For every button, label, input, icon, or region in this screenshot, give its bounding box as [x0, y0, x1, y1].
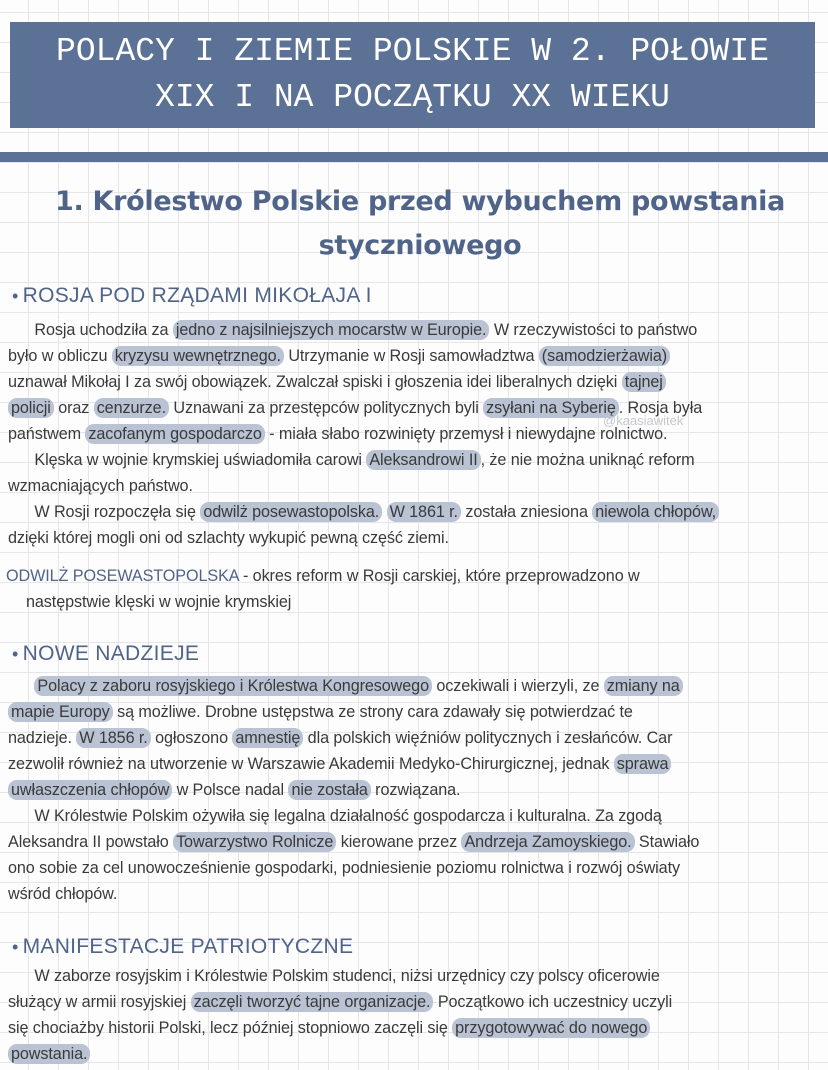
text-segment: kierowane przez	[336, 833, 462, 851]
bullet-icon: •	[12, 286, 19, 306]
text-segment: zezwolił również na utworzenie w Warszawie Akademii Medyko-Chirurgicznej, jednak	[8, 755, 614, 773]
highlighted-phrase: W 1861 r.	[387, 502, 461, 522]
section-body-nadzieje	[8, 673, 823, 907]
bullet-icon: •	[12, 937, 19, 957]
text-segment: było w obliczu	[8, 347, 112, 365]
definition-text: - okres reform w Rosji carskiej, które przeprowadzono w	[238, 567, 640, 585]
text-line	[8, 525, 823, 551]
section-heading-text: ROSJA POD RZĄDAMI MIKOŁAJA I	[22, 284, 372, 307]
text-line	[8, 317, 823, 343]
highlighted-phrase: policji	[8, 398, 54, 418]
text-segment: . Rosja była	[618, 399, 703, 417]
highlighted-phrase: (samodzierżawia)	[539, 346, 670, 366]
chapter-title-line-2: styczniowego	[318, 230, 522, 261]
text-segment: Klęska w wojnie krymskiej uświadomiła carowi	[8, 451, 367, 469]
text-segment: nadzieje.	[8, 729, 77, 747]
text-line	[8, 829, 823, 855]
page-title-line-2: XIX I NA POCZĄTKU XX WIEKU	[155, 79, 670, 116]
text-line	[8, 1015, 823, 1041]
text-segment: się chociażby historii Polski, lecz później stopniowo zaczęli się	[8, 1019, 453, 1037]
definition-term: ODWILŻ POSEWASTOPOLSKA	[6, 567, 239, 585]
text-segment: w Polsce nadal	[172, 781, 289, 799]
text-segment: Utrzymanie w Rosji samowładztwa	[283, 347, 539, 365]
highlighted-phrase: Polacy z zaboru rosyjskiego i Królestwa Kongresowego	[34, 676, 432, 696]
divider-stripe	[0, 152, 828, 162]
highlighted-phrase: odwilż posewastopolska.	[200, 502, 382, 522]
text-segment: Stawiało	[634, 833, 700, 851]
text-segment	[382, 503, 386, 521]
section-heading-text: MANIFESTACJE PATRIOTYCZNE	[22, 935, 354, 958]
highlighted-phrase: przygotowywać do nowego	[452, 1018, 650, 1038]
definition-box	[6, 563, 821, 615]
text-segment: ono sobie za cel unowocześnienie gospodarki, podniesienie poziomu rolnictwa i rozwój oświaty	[8, 859, 680, 877]
section-heading-manifestacje	[12, 935, 353, 959]
highlighted-phrase: cenzurze.	[94, 398, 169, 418]
text-line	[8, 1041, 823, 1067]
section-body-manifestacje	[8, 963, 823, 1067]
section-heading-nadzieje	[12, 642, 199, 666]
text-segment: W rzeczywistości to państwo	[489, 321, 698, 339]
text-line	[8, 699, 823, 725]
bullet-icon: •	[12, 644, 19, 664]
text-line	[8, 855, 823, 881]
text-segment: , że nie można uniknąć reform	[480, 451, 695, 469]
text-segment: - miała słabo rozwinięty przemysł i niewydajne rolnictwo.	[264, 425, 668, 443]
highlighted-phrase: kryzysu wewnętrznego.	[112, 346, 284, 366]
text-segment: Rosja uchodziła za	[8, 321, 173, 339]
text-segment: wśród chłopów.	[8, 885, 118, 903]
text-line	[8, 963, 823, 989]
highlighted-phrase: Aleksandrowi II	[366, 450, 480, 470]
text-segment: W Królestwie Polskim ożywiła się legalna działalność gospodarcza i kulturalna. Za zgodą	[8, 807, 662, 825]
text-segment: wzmacniających państwo.	[8, 477, 193, 495]
highlighted-phrase: amnestię	[232, 728, 303, 748]
text-segment: są możliwe. Drobne ustępstwa ze strony cara zdawały się potwierdzać te	[112, 703, 633, 721]
highlighted-phrase: W 1856 r.	[76, 728, 150, 748]
text-segment: Uznawani za przestępców politycznych byli	[168, 399, 484, 417]
page-title-line-1: POLACY I ZIEMIE POLSKIE W 2. POŁOWIE	[56, 33, 769, 70]
text-segment: służący w armii rosyjskiej	[8, 993, 191, 1011]
text-segment: uznawał Mikołaj I za swój obowiązek. Zwalczał spiski i głoszenia idei liberalnych dzięki	[8, 373, 622, 391]
text-segment: państwem	[8, 425, 86, 443]
text-line	[8, 421, 823, 447]
text-segment: dzięki której mogli oni od szlachty wykupić pewną część ziemi.	[8, 529, 449, 547]
text-segment	[8, 677, 34, 695]
watermark: @kaasiawitek	[603, 413, 684, 428]
text-line	[8, 369, 823, 395]
text-line	[8, 751, 823, 777]
text-segment: Początkowo ich uczestnicy uczyli	[433, 993, 673, 1011]
text-line	[8, 343, 823, 369]
text-segment: W Rosji rozpoczęła się	[8, 503, 201, 521]
definition-text-cont: następstwie klęski w wojnie krymskiej	[26, 593, 292, 611]
highlighted-phrase: nie została	[288, 780, 370, 800]
highlighted-phrase: zsyłani na Syberię	[483, 398, 619, 418]
text-line	[8, 881, 823, 907]
section-body-rosja	[8, 317, 823, 551]
highlighted-phrase: Towarzystwo Rolnicze	[173, 832, 336, 852]
text-line	[8, 777, 823, 803]
section-heading-text: NOWE NADZIEJE	[22, 642, 200, 665]
chapter-title	[20, 180, 820, 268]
text-line	[8, 473, 823, 499]
text-segment: oczekiwali i wierzyli, ze	[431, 677, 604, 695]
page-title-banner	[10, 22, 815, 128]
text-segment: oraz	[53, 399, 94, 417]
highlighted-phrase: powstania.	[8, 1044, 90, 1064]
text-segment: W zaborze rosyjskim i Królestwie Polskim studenci, niżsi urzędnicy czy polscy oficerowie	[8, 967, 660, 985]
text-line	[8, 499, 823, 525]
highlighted-phrase: jedno z najsilniejszych mocarstw w Europie.	[173, 320, 490, 340]
section-heading-rosja	[12, 284, 372, 308]
text-line	[8, 725, 823, 751]
highlighted-phrase: zaczęli tworzyć tajne organizacje.	[191, 992, 434, 1012]
text-line	[8, 989, 823, 1015]
highlighted-phrase: zacofanym gospodarczo	[85, 424, 264, 444]
text-segment: Aleksandra II powstało	[8, 833, 174, 851]
text-line	[8, 673, 823, 699]
highlighted-phrase: Andrzeja Zamoyskiego.	[461, 832, 634, 852]
highlighted-phrase: mapie Europy	[8, 702, 113, 722]
text-line	[8, 803, 823, 829]
text-segment: dla polskich więźniów politycznych i zesłańców. Car	[303, 729, 673, 747]
text-segment: rozwiązana.	[370, 781, 461, 799]
text-line	[8, 447, 823, 473]
highlighted-phrase: niewola chłopów,	[592, 502, 719, 522]
chapter-title-line-1: 1. Królestwo Polskie przed wybuchem powstania	[54, 186, 786, 217]
highlighted-phrase: tajnej	[622, 372, 666, 392]
highlighted-phrase: zmiany na	[604, 676, 683, 696]
highlighted-phrase: uwłaszczenia chłopów	[8, 780, 172, 800]
highlighted-phrase: sprawa	[614, 754, 672, 774]
text-line	[8, 395, 823, 421]
text-segment: ogłoszono	[150, 729, 233, 747]
text-segment: została zniesiona	[460, 503, 593, 521]
